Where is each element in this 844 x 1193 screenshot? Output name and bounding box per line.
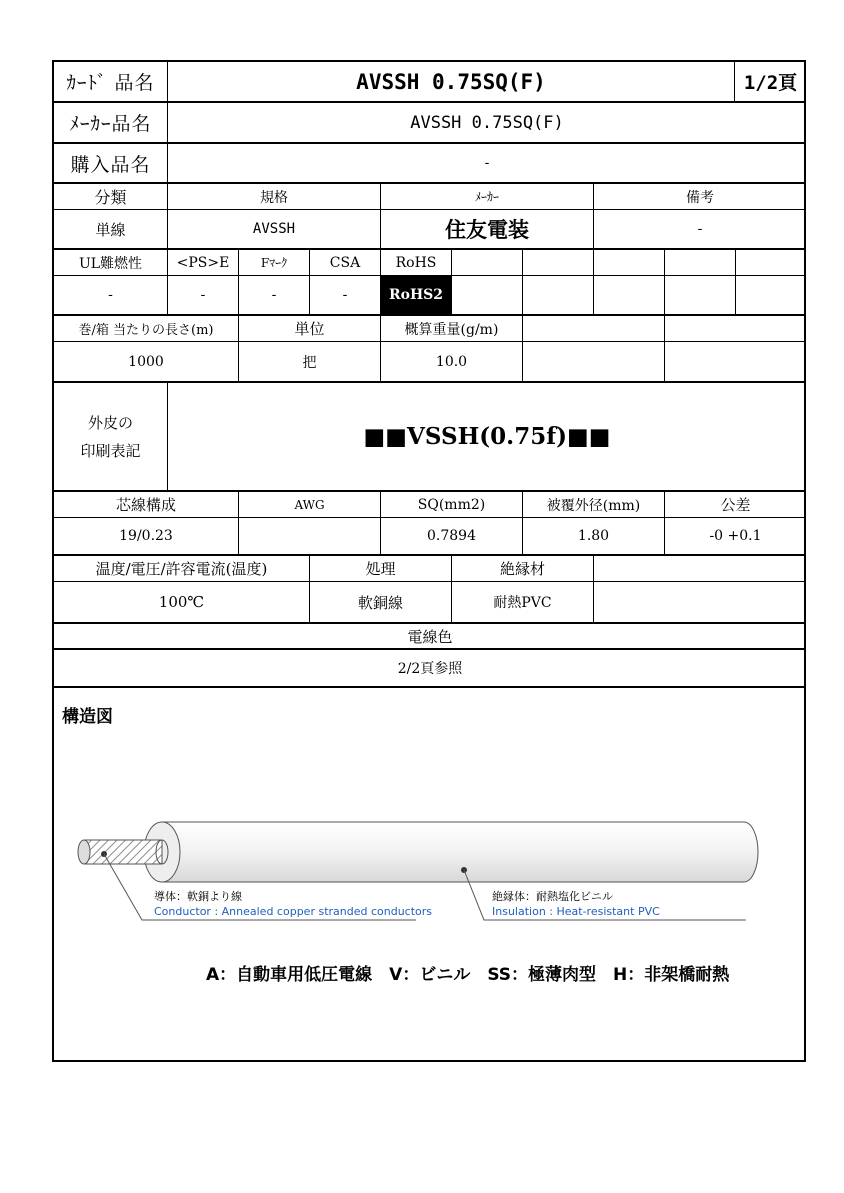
class-value-maker: 住友電装 [381, 210, 594, 250]
pack-header-length: 巻/箱 当たりの長さ(m) [54, 316, 239, 342]
print-label-line1: 外皮の [87, 413, 133, 432]
pack-header-blank-2 [665, 316, 806, 342]
cond-value-awg [239, 518, 381, 556]
class-header-remarks: 備考 [594, 184, 806, 210]
cert-header-fmark: Fﾏｰｸ [239, 250, 310, 276]
class-header-maker: ﾒｰｶｰ [381, 184, 594, 210]
pack-header-weight: 概算重量(g/m) [381, 316, 523, 342]
conductor-label-en: Conductor : Annealed copper stranded conductors [154, 905, 433, 918]
cond-value-rating: 100℃ [54, 582, 310, 624]
pack-value-unit: 把 [239, 342, 381, 383]
insulation-label-jp: 絶縁体：耐熱塩化ビニル [492, 890, 613, 903]
class-value-standard: AVSSH [168, 210, 381, 250]
cond-value-diameter: 1.80 [523, 518, 665, 556]
cert-header-blank-3 [594, 250, 665, 276]
cond-value-strand: 19/0.23 [54, 518, 239, 556]
class-value-category: 単線 [54, 210, 168, 250]
cert-value-csa: - [310, 276, 381, 316]
cert-header-rohs: RoHS [381, 250, 452, 276]
spec-sheet [52, 60, 806, 1062]
abbreviation-legend: A：自動車用低圧電線 V：ビニル SS：極薄肉型 H：非架橋耐熱 [206, 965, 730, 985]
cond-value-tolerance: -0 +0.1 [665, 518, 806, 556]
wire-color-header: 電線色 [54, 624, 806, 650]
cert-value-blank-1 [452, 276, 523, 316]
pack-header-unit: 単位 [239, 316, 381, 342]
cert-value-blank-2 [523, 276, 594, 316]
cond-header-rating: 温度/電圧/許容電流(温度) [54, 556, 310, 582]
pack-header-blank-1 [523, 316, 665, 342]
pack-value-blank-2 [665, 342, 806, 383]
cert-value-blank-3 [594, 276, 665, 316]
cert-header-blank-2 [523, 250, 594, 276]
cert-header-blank-1 [452, 250, 523, 276]
card-name-label: ｶｰﾄﾞ 品名 [54, 62, 168, 103]
cond-header-insulation: 絶縁材 [452, 556, 594, 582]
cert-value-fmark: - [239, 276, 310, 316]
cert-value-blank-5 [736, 276, 806, 316]
conductor-core [84, 840, 162, 864]
maker-name-label: ﾒｰｶｰ品名 [54, 103, 168, 144]
cond-header-diameter: 被覆外径(mm) [523, 492, 665, 518]
pack-value-length: 1000 [54, 342, 239, 383]
print-label-line2: 印刷表記 [80, 441, 141, 460]
purchase-name-label: 購入品名 [54, 144, 168, 184]
cert-header-ul: UL難燃性 [54, 250, 168, 276]
insulation-label-en: Insulation : Heat-resistant PVC [492, 905, 660, 918]
maker-name-value: AVSSH 0.75SQ(F) [168, 103, 806, 144]
cert-header-blank-5 [736, 250, 806, 276]
conductor-label-jp: 導体：軟銅より線 [154, 890, 242, 903]
cert-header-pse: <PS>E [168, 250, 239, 276]
pack-value-weight: 10.0 [381, 342, 523, 383]
cert-value-blank-4 [665, 276, 736, 316]
wire-color-value: 2/2頁参照 [54, 650, 806, 688]
cert-header-csa: CSA [310, 250, 381, 276]
card-name-value: AVSSH 0.75SQ(F) [168, 62, 735, 103]
class-value-remarks: - [594, 210, 806, 250]
cond-value-insulation: 耐熱PVC [452, 582, 594, 624]
print-label [54, 383, 168, 492]
cond-header-sq: SQ(mm2) [381, 492, 523, 518]
cond-value-blank [594, 582, 806, 624]
cond-value-sq: 0.7894 [381, 518, 523, 556]
pack-value-blank-1 [523, 342, 665, 383]
cond-header-blank [594, 556, 806, 582]
cond-header-awg: AWG [239, 492, 381, 518]
conductor-end-face [78, 840, 90, 864]
cert-value-pse: - [168, 276, 239, 316]
structure-diagram-title: 構造図 [62, 707, 113, 727]
cert-header-blank-4 [665, 250, 736, 276]
cond-header-treatment: 処理 [310, 556, 452, 582]
cert-value-ul: - [54, 276, 168, 316]
class-header-standard: 規格 [168, 184, 381, 210]
cert-value-rohs-badge: RoHS2 [381, 276, 452, 316]
class-header-category: 分類 [54, 184, 168, 210]
cond-value-treatment: 軟銅線 [310, 582, 452, 624]
insulation-body [162, 822, 758, 882]
page-number: 1/2頁 [735, 62, 806, 103]
purchase-name-value: - [168, 144, 806, 184]
cond-header-strand: 芯線構成 [54, 492, 239, 518]
print-marking-value: ■■VSSH(0.75f)■■ [168, 383, 806, 492]
cond-header-tolerance: 公差 [665, 492, 806, 518]
